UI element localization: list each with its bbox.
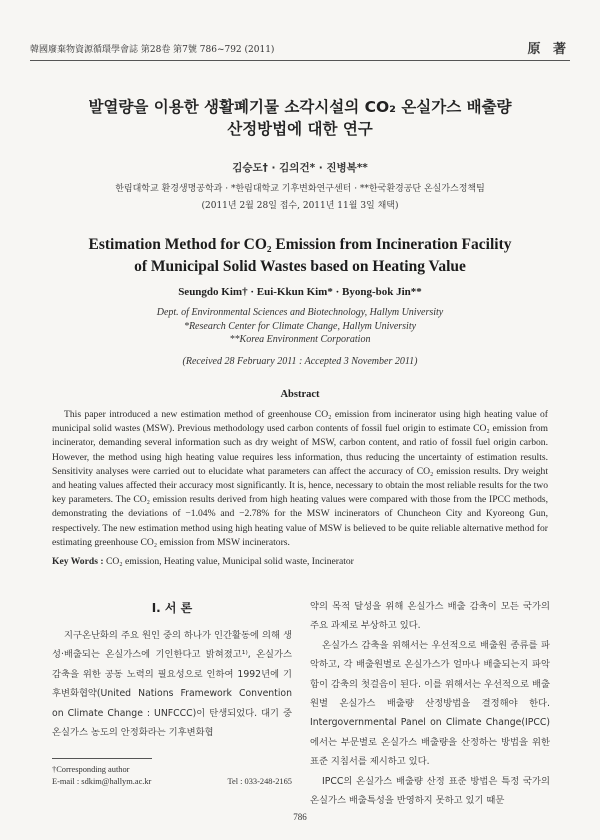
footnote: [52, 764, 292, 788]
author-tel: Tel : 033-248-2165: [227, 777, 292, 786]
affiliation-2: *Research Center for Climate Change, Hallym University: [183, 320, 417, 332]
intro-paragraph-continued: 약의 목적 달성을 위해 온실가스 배출 감축이 모든 국가의 주요 과제로 부상하고 있다.: [310, 601, 550, 632]
intro-paragraph-3: IPCC의 온실가스 배출량 산정 표준 방법은 특정 국가의 온실가스 배출특성을 반영하지 못하고 있기 때문: [310, 775, 550, 807]
korean-title: [40, 96, 560, 140]
abstract-heading: Abstract: [280, 389, 320, 400]
korean-title-line1: 발열량을 이용한 생활폐기물 소각시설의 CO₂ 온실가스 배출량: [88, 98, 512, 116]
english-title-line1: Estimation Method for CO₂ Emission from Incineration Facility: [88, 236, 512, 253]
intro-paragraph-1: 지구온난화의 주요 원인 중의 하나가 인간활동에 의해 생성·배출되는 온실가스에 기인한다고 밝혀졌고¹⁾, 온실가스 감축을 위한 공동 노력의 필요성으로 인하여 1992년에 기후변화협약(United Nations Framework Convention on Climate Change : UNFCCC)이 탄생되었다. 대기 중 온실가스 농도의 안정화라는 기후변화협: [52, 630, 292, 739]
affiliation-3: **Korea Environment Corporation: [229, 334, 371, 345]
keywords-label: Key Words :: [52, 556, 104, 567]
corresponding-author: †Corresponding author: [52, 765, 130, 774]
english-title: [50, 234, 550, 278]
body-column-left: [52, 626, 292, 742]
body-column-right: [310, 597, 550, 810]
english-received-date: (Received 28 February 2011 : Accepted 3 November 2011): [182, 356, 418, 367]
journal-citation: 韓國廢棄物資源循環學會誌 第28卷 第7號 786~792 (2011): [30, 45, 275, 55]
korean-title-line2: 산정방법에 대한 연구: [227, 120, 373, 138]
korean-authors: 김승도† · 김의건* · 진병복**: [232, 162, 368, 174]
affiliation-1: Dept. of Environmental Sciences and Biotechnology, Hallym University: [156, 307, 444, 318]
running-header: [30, 38, 570, 61]
keywords: [52, 556, 548, 567]
keywords-list: CO₂ emission, Heating value, Municipal solid waste, Incinerator: [105, 556, 354, 567]
english-authors: Seungdo Kim† · Eui-Kkun Kim* · Byong-bok Jin**: [178, 286, 422, 298]
section-label: 原 著: [527, 42, 570, 57]
intro-paragraph-2: 온실가스 감축을 위해서는 우선적으로 배출원 종류를 파악하고, 각 배출원별로 온실가스가 얼마나 배출되는지 파악함이 감축의 첫걸음이 된다. 이를 위해서는 우선적으로 배출원별 온실가스 배출량 산정방법을 결정해야 한다. Intergovernmental Panel on Climate Change(IPCC)에서는 부문별로 온실가스 배출량을 산정하는 방법을 위한 표준 지침서를 제시하고 있다.: [310, 639, 550, 768]
korean-affiliations: 한림대학교 환경생명공학과 · *한림대학교 기후변화연구센터 · **한국환경공단 온실가스정책팀: [115, 184, 485, 194]
abstract-text: This paper introduced a new estimation method of greenhouse CO₂ emission from incinerator using high heating value of municipal solid wastes (MSW). Previous methodology used carbon contents of fossil fuel origin to estimate CO₂ emission from incinerator, demanding several information such as dry weight of MSW, carbon content, and ratio of fossil fuel origin carbon. However, the method using high heating value requires less information, thus reducing the uncertainty of estimation results. Sensitivity analyses were carried out to elucidate what parameters can affect the accuracy of CO₂ emission results. Dry weight and heating values affected their accuracy most significantly. It is, hence, necessary to obtain the most reliable results for the two key parameters. The CO₂ emission results derived from high heating values were compared with those from the IPCC methods, demonstrating the deviations of −1.04% and −2.78% for the MSW incinerators of Chuncheon City and Kyoreong Gun, respectively. The new estimation method using high heating value of MSW is believed to be quite reliable alternative method for estimating greenhouse CO₂ emission from MSW incinerators.: [52, 409, 548, 548]
author-email: E-mail : sdkim@hallym.ac.kr: [52, 777, 152, 786]
korean-received-date: (2011년 2월 28일 접수, 2011년 11월 3일 채택): [201, 201, 399, 211]
english-title-line2: of Municipal Solid Wastes based on Heating Value: [134, 258, 466, 275]
page-number: 786: [293, 812, 307, 822]
footnote-divider: [52, 758, 152, 759]
english-affiliations: [0, 306, 600, 347]
section-heading-introduction: I. 서 론: [151, 601, 193, 615]
